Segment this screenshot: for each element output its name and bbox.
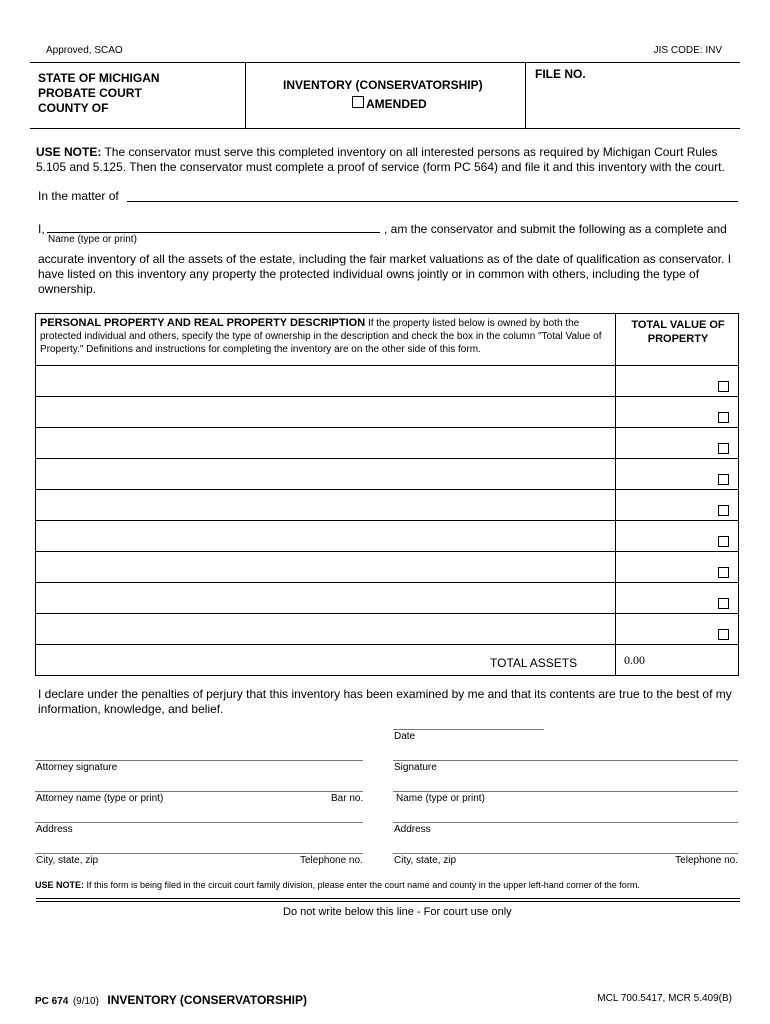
footer-title: INVENTORY (CONSERVATORSHIP)	[107, 993, 307, 1007]
matter-field[interactable]	[127, 201, 738, 202]
table-row-line	[36, 427, 738, 428]
approved-text: Approved, SCAO	[46, 45, 123, 56]
attorney-signature-field[interactable]	[35, 760, 363, 761]
date-label: Date	[394, 731, 416, 742]
joint-ownership-checkbox[interactable]	[718, 505, 729, 516]
property-description-field[interactable]	[40, 523, 610, 549]
table-row-line	[36, 458, 738, 459]
caption-top-rule	[30, 62, 740, 63]
joint-ownership-checkbox[interactable]	[718, 381, 729, 392]
caption-divider-1	[245, 62, 246, 128]
attorney-signature-label: Attorney signature	[36, 762, 118, 773]
attorney-name-field[interactable]	[35, 791, 363, 792]
joint-ownership-checkbox[interactable]	[718, 536, 729, 547]
footer-citation: MCL 700.5417, MCR 5.409(B)	[597, 993, 732, 1004]
jis-code: JIS CODE: INV	[653, 45, 722, 56]
property-description-field[interactable]	[40, 430, 610, 456]
city-label: City, state, zip	[394, 855, 457, 866]
i-label: I,	[38, 222, 45, 236]
statement-paragraph: accurate inventory of all the assets of the estate, including the fair market valuations as of the date of qualification as conservator. I have listed on this inventory any property the protected individual owns jointly or in common with others, including the type of ownership.	[38, 252, 732, 296]
use-note-label: USE NOTE:	[36, 145, 102, 159]
form-number: PC 674	[35, 996, 69, 1007]
address-label: Address	[394, 824, 431, 835]
attorney-address-label: Address	[36, 824, 73, 835]
form-revision: (9/10)	[72, 996, 99, 1007]
date-field[interactable]	[393, 729, 544, 730]
court-use-rule-2	[36, 901, 740, 902]
footer-form-id	[35, 991, 307, 1009]
matter-label: In the matter of	[38, 189, 119, 203]
property-description-field[interactable]	[40, 368, 610, 394]
use-note2-text: If this form is being filed in the circuit court family division, please enter the court name and county in the upper left-hand corner of the form.	[86, 880, 640, 890]
name-label: Name (type or print)	[396, 793, 485, 804]
table-row-line	[36, 582, 738, 583]
statement-continuation: , am the conservator and submit the following as a complete and	[384, 222, 727, 236]
form-title: INVENTORY (CONSERVATORSHIP)	[283, 78, 483, 92]
city-field[interactable]	[393, 853, 738, 854]
description-heading-title: PERSONAL PROPERTY AND REAL PROPERTY DESCRIPTION	[40, 317, 366, 329]
property-description-field[interactable]	[40, 616, 610, 642]
attorney-name-label: Attorney name (type or print)	[36, 793, 164, 804]
attorney-telephone-label: Telephone no.	[300, 855, 363, 866]
bar-no-label: Bar no.	[331, 793, 364, 804]
file-no-field[interactable]	[530, 84, 735, 124]
table-column-divider	[615, 313, 616, 675]
signature-field[interactable]	[393, 760, 738, 761]
joint-ownership-checkbox[interactable]	[718, 474, 729, 485]
joint-ownership-checkbox[interactable]	[718, 629, 729, 640]
caption-divider-2	[525, 62, 526, 128]
amended-checkbox[interactable]	[352, 96, 364, 108]
table-row-line	[36, 613, 738, 614]
description-heading	[40, 317, 612, 356]
court-caption	[38, 71, 160, 116]
court-use-rule-1	[36, 898, 740, 899]
table-row-line	[36, 396, 738, 397]
total-assets-value[interactable]: 0.00	[624, 653, 645, 667]
joint-ownership-checkbox[interactable]	[718, 443, 729, 454]
property-description-field[interactable]	[40, 399, 610, 425]
description-heading-text: If the property listed below is owned by both the protected individual and others, specify the type of ownership in the description and check the box in the column "Total Value of Property." Definitions and instructions for completing the inventory are on the other side of this form.	[40, 318, 602, 355]
caption-bottom-rule	[30, 128, 740, 129]
joint-ownership-checkbox[interactable]	[718, 598, 729, 609]
use-note2-label: USE NOTE:	[35, 880, 85, 890]
property-description-field[interactable]	[40, 461, 610, 487]
use-note	[36, 145, 740, 175]
amended-label: AMENDED	[366, 97, 427, 111]
use-note-text: The conservator must serve this completed inventory on all interested persons as required by Michigan Court Rules 5.105 and 5.125. Then the conservator must complete a proof of service (form PC 564) and file it and this inventory with the court.	[36, 145, 725, 174]
declaration-text: I declare under the penalties of perjury that this inventory has been examined by me and that its contents are true to the best of my information, knowledge, and belief.	[38, 687, 732, 716]
attorney-city-field[interactable]	[35, 853, 363, 854]
signature-label: Signature	[394, 762, 437, 773]
table-row-line	[36, 644, 738, 645]
table-row-line	[36, 489, 738, 490]
court-state: STATE OF MICHIGAN	[38, 71, 160, 85]
court-use-text: Do not write below this line - For court use only	[283, 906, 512, 918]
attorney-city-label: City, state, zip	[36, 855, 99, 866]
joint-ownership-checkbox[interactable]	[718, 567, 729, 578]
telephone-label: Telephone no.	[675, 855, 738, 866]
table-row-line	[36, 520, 738, 521]
name-field[interactable]	[393, 791, 738, 792]
table-row-line	[36, 365, 738, 366]
court-name: PROBATE COURT	[38, 86, 142, 100]
value-heading: TOTAL VALUE OF PROPERTY	[631, 319, 725, 345]
joint-ownership-checkbox[interactable]	[718, 412, 729, 423]
court-county: COUNTY OF	[38, 101, 109, 115]
table-row-line	[36, 551, 738, 552]
property-description-field[interactable]	[40, 585, 610, 611]
property-description-field[interactable]	[40, 492, 610, 518]
use-note-family-division	[35, 880, 740, 890]
conservator-name-field[interactable]	[47, 232, 380, 233]
property-description-field[interactable]	[40, 554, 610, 580]
name-caption: Name (type or print)	[48, 234, 137, 245]
address-field[interactable]	[393, 822, 738, 823]
file-no-label: FILE NO.	[535, 67, 586, 81]
attorney-address-field[interactable]	[35, 822, 363, 823]
total-assets-label: TOTAL ASSETS	[490, 656, 578, 670]
